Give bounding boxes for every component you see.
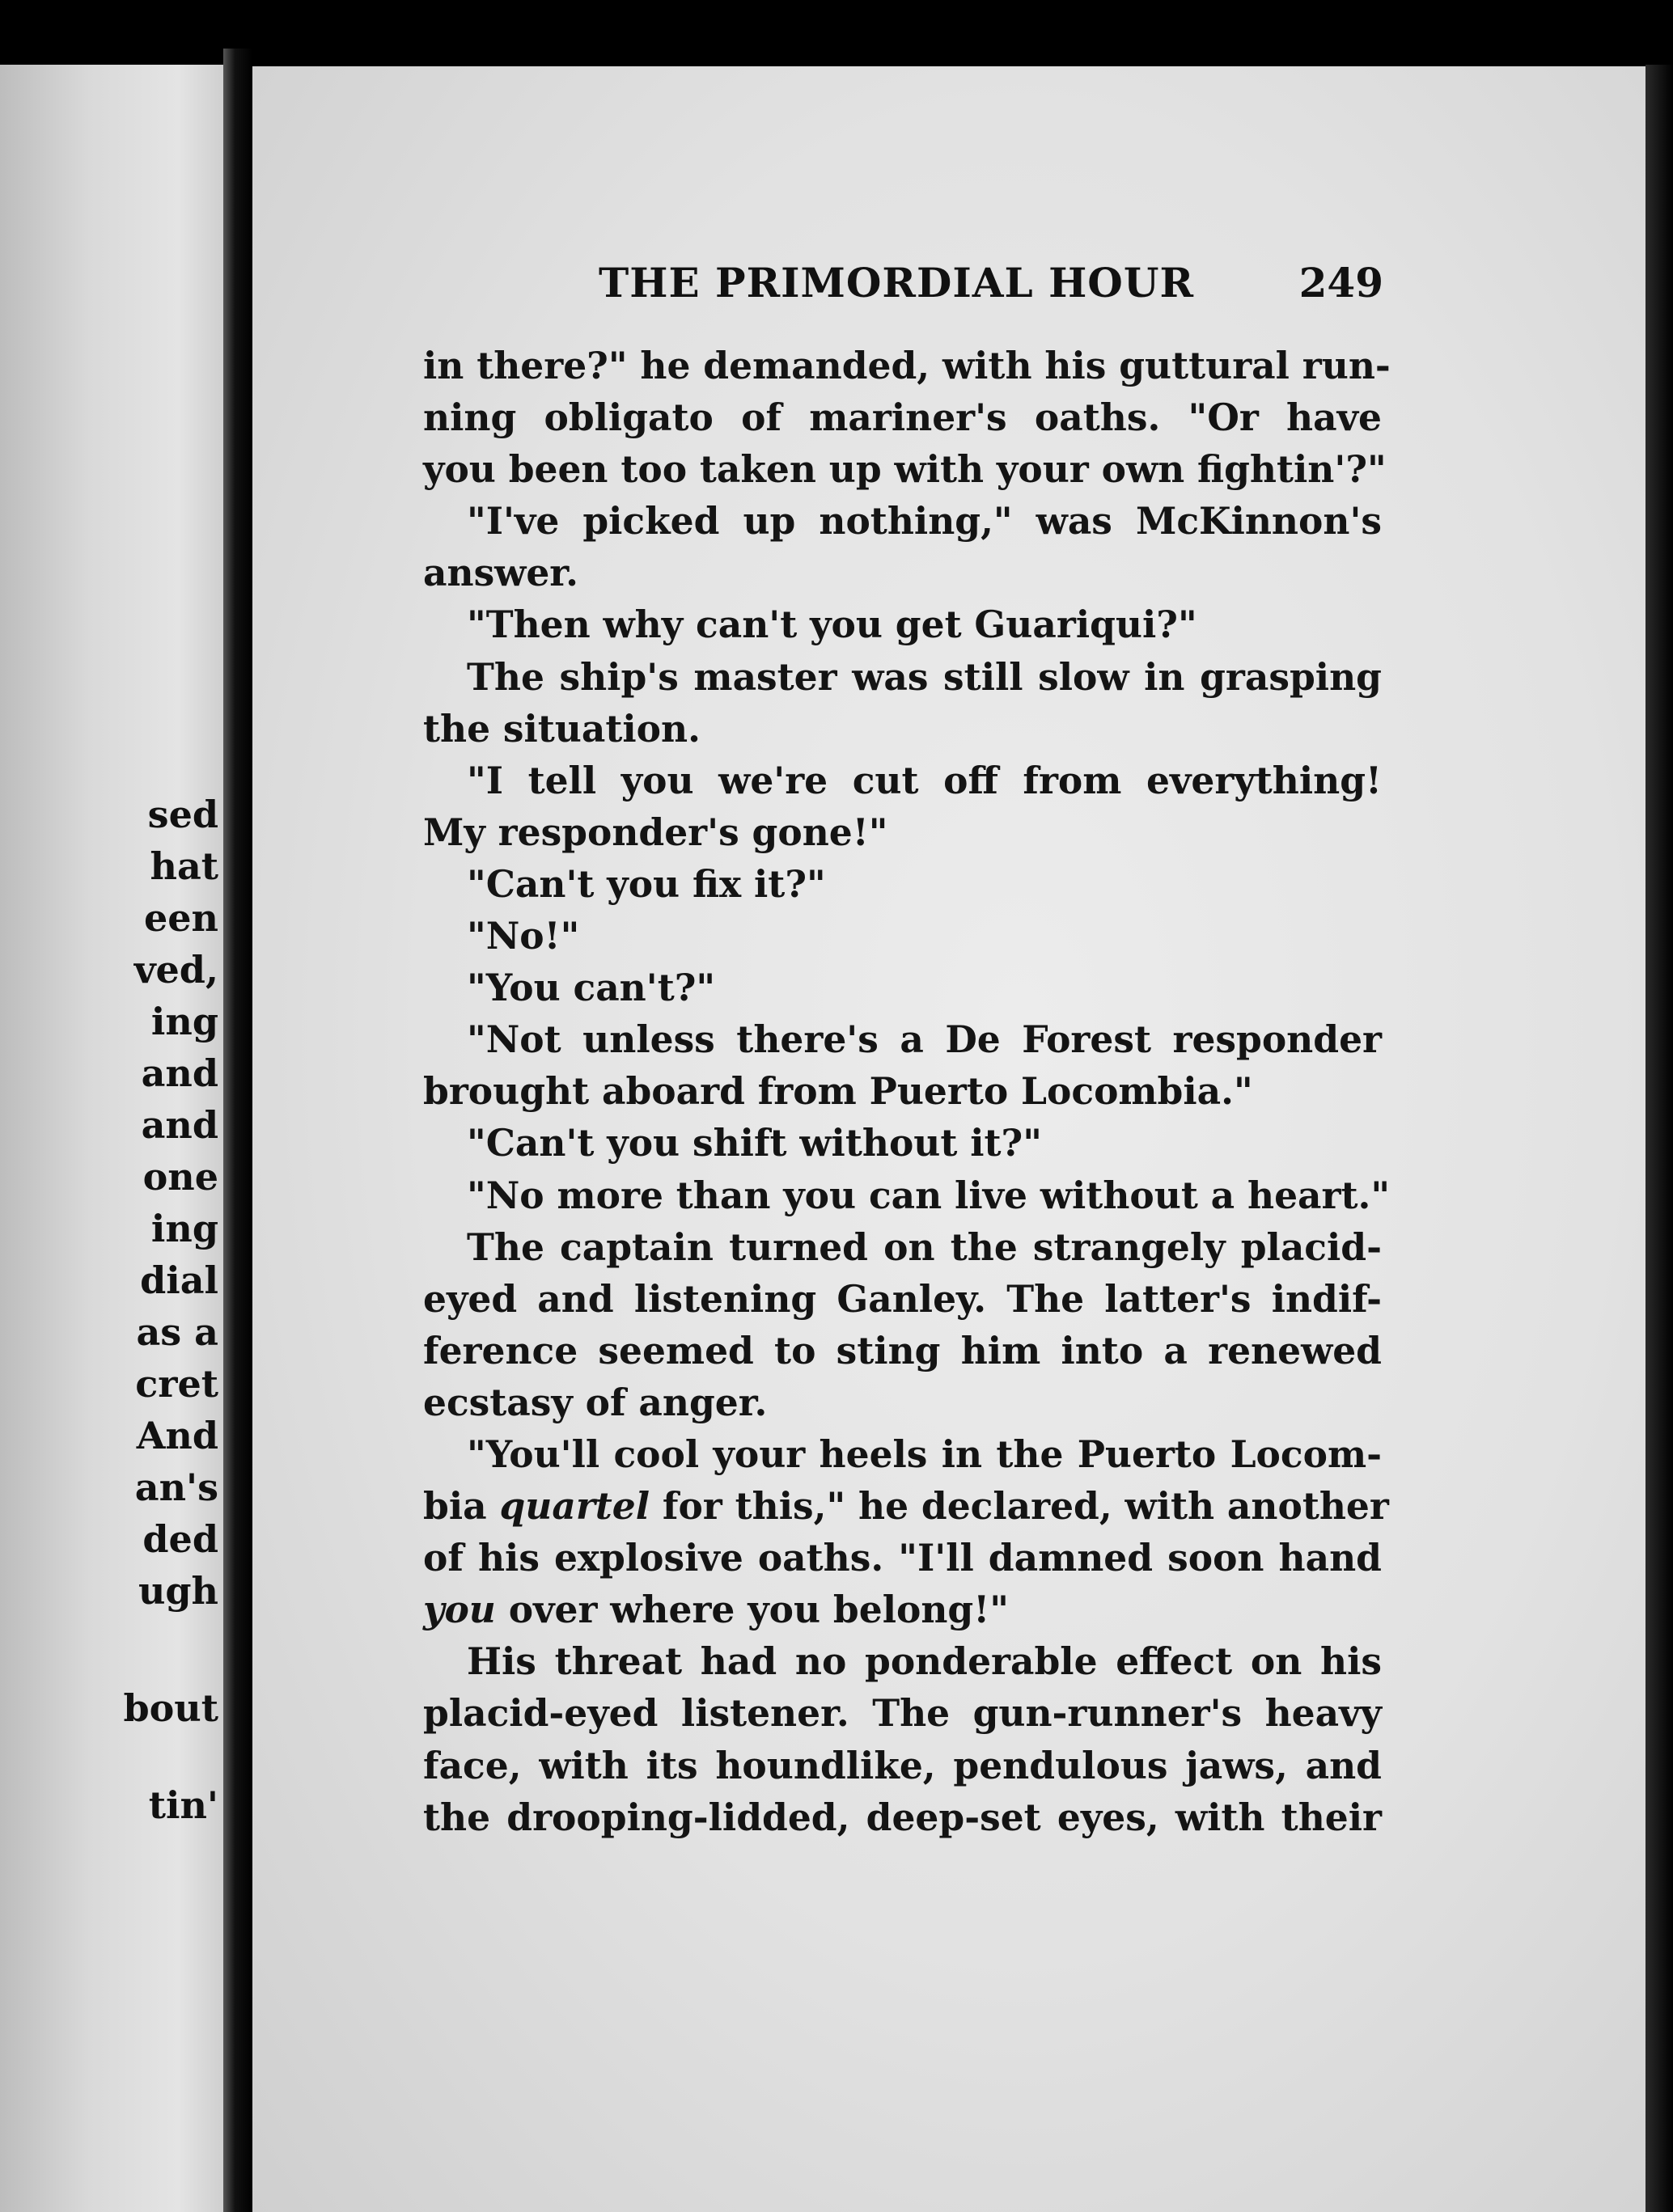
page-edge-shadow [1645, 65, 1673, 2212]
running-header [599, 259, 1383, 324]
text-line: placid-eyed listener. The gun-runner's heavy [423, 1691, 1382, 1736]
text-line: ning obligato of mariner's oaths. "Or have [423, 395, 1382, 440]
left-fragment: sed [147, 793, 218, 836]
left-fragment: and [141, 1051, 218, 1095]
text-line: "I've picked up nothing," was McKinnon's [467, 499, 1382, 543]
text-line: the drooping-lidded, deep-set eyes, with their [423, 1795, 1382, 1839]
italic-word: you [423, 1588, 496, 1632]
left-fragment: tin' [148, 1783, 218, 1827]
text-line: "No!" [467, 914, 580, 958]
text-line: "You'll cool your heels in the Puerto Locom- [467, 1432, 1382, 1476]
left-fragment: ded [142, 1517, 218, 1561]
running-title: THE PRIMORDIAL HOUR [599, 259, 1195, 307]
text-line: The ship's master was still slow in grasping [467, 654, 1382, 699]
text-fragment: bia [423, 1484, 487, 1529]
left-fragment: and [141, 1103, 218, 1147]
text-line: face, with its houndlike, pendulous jaws, and [423, 1743, 1382, 1787]
text-line: ference seemed to sting him into a renewed [423, 1328, 1382, 1372]
text-line: My responder's gone!" [423, 810, 888, 854]
page-number: 249 [1298, 259, 1383, 307]
text-line: "Not unless there's a De Forest responder [467, 1017, 1382, 1062]
text-line: ecstasy of anger. [423, 1380, 768, 1424]
left-fragment: one [142, 1155, 218, 1199]
text-line: in there?" he demanded, with his guttural run- [423, 344, 1391, 387]
text-line: "Then why can't you get Guariqui?" [467, 603, 1197, 647]
text-line: answer. [423, 551, 578, 595]
text-line: eyed and listening Ganley. The latter's indif- [423, 1276, 1382, 1321]
text-fragment: over where you belong!" [508, 1588, 1009, 1632]
text-line: "I tell you we're cut off from everything! [467, 758, 1382, 802]
left-fragment: ing [150, 1207, 218, 1250]
text-line: you been too taken up with your own fightin'?" [423, 447, 1387, 492]
text-line [423, 1480, 1389, 1532]
book-gutter [223, 49, 252, 2212]
text-line: "You can't?" [467, 966, 716, 1010]
text-line: of his explosive oaths. "I'll damned soon hand [423, 1536, 1382, 1580]
body-text [423, 340, 1391, 1843]
text-line: The captain turned on the strangely placid- [467, 1224, 1382, 1269]
text-line: "Can't you shift without it?" [467, 1121, 1042, 1165]
text-line: "Can't you fix it?" [467, 861, 826, 906]
left-fragment: cret [135, 1362, 218, 1406]
left-fragment: bout [123, 1686, 218, 1730]
left-fragment: ing [150, 1000, 218, 1043]
text-line: "No more than you can live without a heart." [467, 1173, 1391, 1217]
left-fragment: een [144, 896, 218, 940]
left-fragment: dial [140, 1258, 218, 1302]
left-fragment: an's [134, 1466, 218, 1509]
text-line: brought aboard from Puerto Locombia." [423, 1069, 1253, 1114]
text-line: His threat had no ponderable effect on his [467, 1639, 1382, 1684]
text-line [423, 1584, 1382, 1635]
left-fragment: as a [136, 1310, 218, 1354]
left-fragment: ugh [138, 1569, 218, 1613]
left-fragment: hat [150, 844, 218, 888]
left-fragment: ved, [133, 948, 218, 992]
text-line: the situation. [423, 706, 701, 751]
italic-word: quartel [499, 1484, 650, 1529]
text-fragment: for this," he declared, with another [662, 1484, 1389, 1529]
left-fragment: And [136, 1414, 218, 1457]
